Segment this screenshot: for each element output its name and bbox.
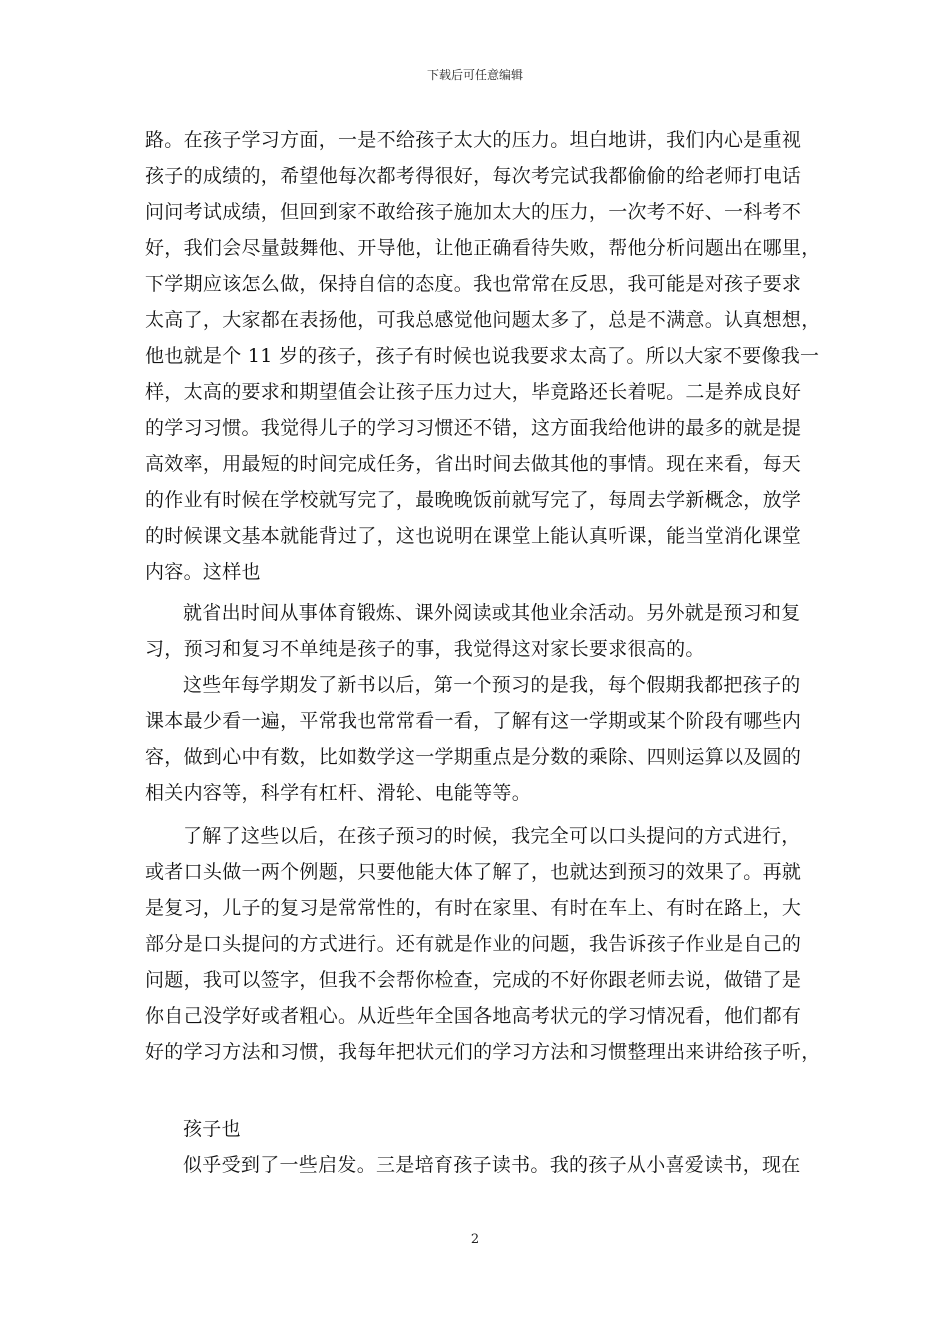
body-line: 了解了这些以后，在孩子预习的时候，我完全可以口头提问的方式进行，: [183, 825, 801, 847]
body-line: 课本最少看一遍，平常我也常常看一看，了解有这一学期或某个阶段有哪些内: [145, 710, 802, 732]
body-line: 高效率，用最短的时间完成任务，省出时间去做其他的事情。现在来看，每天: [145, 453, 802, 475]
body-line: 下学期应该怎么做，保持自信的态度。我也常常在反思，我可能是对孩子要求: [145, 273, 802, 295]
page-header: 下载后可任意编辑: [426, 68, 523, 82]
body-line: 问题，我可以签字，但我不会帮你检查，完成的不好你跟老师去说，做错了是: [145, 969, 802, 991]
body-line: 这些年每学期发了新书以后，第一个预习的是我，每个假期我都把孩子的: [183, 674, 801, 696]
body-line: 就省出时间从事体育锻炼、课外阅读或其他业余活动。另外就是预习和复: [183, 602, 801, 624]
body-line: 相关内容等，科学有杠杆、滑轮、电能等等。: [145, 782, 532, 804]
body-line: 似乎受到了一些启发。三是培育孩子读书。我的孩子从小喜爱读书，现在: [183, 1154, 801, 1176]
body-line: 是复习，儿子的复习是常常性的，有时在家里、有时在车上、有时在路上，大: [145, 897, 802, 919]
body-line: 部分是口头提问的方式进行。还有就是作业的问题，我告诉孩子作业是自己的: [145, 933, 802, 955]
body-line: 孩子的成绩的，希望他每次都考得很好，每次考完试我都偷偷的给老师打电话: [145, 165, 802, 187]
body-line: 好的学习方法和习惯，我每年把状元们的学习方法和习惯整理出来讲给孩子听，: [145, 1041, 821, 1063]
body-line: 孩子也: [183, 1118, 241, 1140]
body-line: 习，预习和复习不单纯是孩子的事，我觉得这对家长要求很高的。: [145, 638, 705, 660]
body-line: 太高了，大家都在表扬他，可我总感觉他问题太多了，总是不满意。认真想想，: [145, 309, 821, 331]
body-line: 路。在孩子学习方面，一是不给孩子太大的压力。坦白地讲，我们内心是重视: [145, 129, 802, 151]
body-line: 的学习习惯。我觉得儿子的学习习惯还不错，这方面我给他讲的最多的就是提: [145, 417, 802, 439]
body-line: 你自己没学好或者粗心。从近些年全国各地高考状元的学习情况看，他们都有: [145, 1005, 802, 1027]
body-line: 样，太高的要求和期望值会让孩子压力过大，毕竟路还长着呢。二是养成良好: [145, 381, 802, 403]
page-number: 2: [470, 1232, 480, 1247]
body-line: 问问考试成绩，但回到家不敢给孩子施加太大的压力，一次考不好、一科考不: [145, 201, 802, 223]
body-line: 或者口头做一两个例题，只要他能大体了解了，也就达到预习的效果了。再就: [145, 861, 802, 883]
body-line: 好，我们会尽量鼓舞他、开导他，让他正确看待失败，帮他分析问题出在哪里，: [145, 237, 821, 259]
body-line: 的时候课文基本就能背过了，这也说明在课堂上能认真听课，能当堂消化课堂: [145, 525, 802, 547]
body-line: 的作业有时候在学校就写完了，最晚晚饭前就写完了，每周去学新概念，放学: [145, 489, 802, 511]
body-line: 内容。这样也: [145, 561, 261, 583]
body-line: 他也就是个 11 岁的孩子，孩子有时候也说我要求太高了。所以大家不要像我一: [145, 345, 820, 367]
body-line: 容，做到心中有数，比如数学这一学期重点是分数的乘除、四则运算以及圆的: [145, 746, 802, 768]
